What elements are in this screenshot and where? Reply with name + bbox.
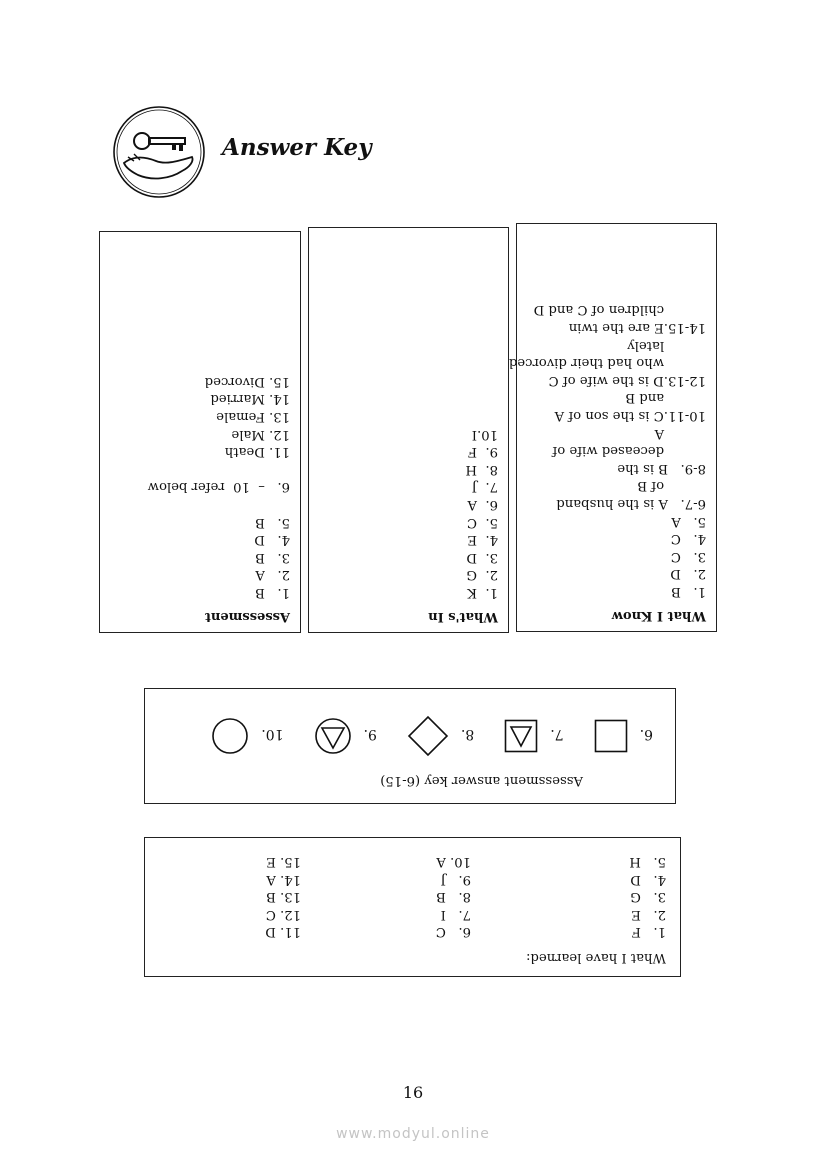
- learned-answer-cell: 12. C: [265, 906, 301, 922]
- learned-answer-cell: 5. H: [629, 854, 666, 870]
- shape-answer-label: 10.: [261, 726, 284, 743]
- answer-line: 5. C: [466, 514, 498, 530]
- learned-answer-cell: 15. E: [266, 854, 301, 870]
- answer-line: 8. H: [465, 461, 498, 477]
- triangle-in-square-icon: [504, 715, 538, 753]
- answer-line: and B: [625, 390, 706, 406]
- answer-line: 14-15.E are the twin: [568, 320, 706, 336]
- learned-answer-cell: 2. E: [631, 906, 666, 922]
- answer-line: 3. B: [255, 549, 290, 565]
- answer-line: 10.I: [471, 426, 498, 442]
- answer-line: 1. B: [671, 584, 706, 599]
- page-number: 16: [402, 1083, 424, 1102]
- shape-answer-label: 6.: [639, 726, 653, 743]
- diamond-icon: [407, 711, 449, 757]
- shape-answer-item: [211, 713, 283, 755]
- answer-line: [110, 495, 290, 513]
- learned-answer-cell: 7. I: [440, 906, 471, 922]
- learned-answer-cell: 14. A: [266, 871, 301, 887]
- answer-line: 4. C: [670, 531, 706, 547]
- answer-line: 2. A: [255, 567, 290, 583]
- answer-line: 9. F: [467, 444, 498, 460]
- answer-line: 5. A: [671, 513, 706, 529]
- assessment-answer-key-box: [144, 688, 676, 804]
- shape-answer-item: [314, 713, 377, 755]
- what-i-have-learned-box: [144, 837, 681, 977]
- whats-in-box: [308, 227, 509, 633]
- answer-line: 11. Death: [224, 444, 290, 460]
- learned-answer-cell: 3. G: [630, 889, 666, 905]
- learned-answer-cell: 4. D: [630, 871, 666, 887]
- answer-line: 12-13.D is the wife of C: [548, 372, 706, 388]
- assessment-answer-key-title: Assessment answer key (6-15): [380, 773, 583, 788]
- answer-line: [110, 460, 290, 478]
- shape-answer-item: [407, 711, 474, 757]
- learned-answer-cell: 8. B: [436, 889, 471, 905]
- answer-line: children of C and D: [533, 302, 706, 318]
- answer-line: 6. A: [467, 497, 498, 513]
- answer-line: 15. Divorced: [204, 373, 290, 389]
- triangle-in-circle-icon: [314, 713, 352, 755]
- what-i-know-box: [508, 223, 717, 632]
- answer-line: of B: [637, 478, 706, 494]
- answer-line: 14. Married: [210, 391, 290, 407]
- what-i-know-heading: What I Know: [611, 608, 706, 623]
- answer-line: 4. D: [254, 532, 290, 548]
- page-title: Answer Key: [222, 134, 372, 161]
- answer-line: 10-11.C is the son of A: [554, 408, 706, 424]
- learned-answer-cell: 6. C: [435, 924, 471, 940]
- answer-line: 5. B: [255, 514, 290, 530]
- key-in-hand-icon: [112, 105, 206, 199]
- square-icon: [594, 715, 628, 753]
- shape-answer-label: 7.: [550, 726, 564, 743]
- learned-answer-cell: 11. D: [265, 924, 301, 940]
- whats-in-heading: What's In: [428, 609, 498, 624]
- answer-line: 12. Male: [231, 426, 290, 442]
- assessment-box: [99, 231, 301, 633]
- shape-answer-label: 8.: [460, 726, 475, 743]
- watermark: www.modyul.online: [336, 1126, 490, 1142]
- answer-line: 6. – 10 refer below: [147, 479, 290, 495]
- answer-line: who had their divorced: [508, 355, 706, 371]
- learned-answer-cell: 10. A: [436, 854, 471, 870]
- answer-line: 2. G: [466, 567, 498, 583]
- learned-answer-cell: 1. F: [631, 924, 666, 940]
- answer-line: 2. D: [670, 566, 706, 582]
- circle-icon: [211, 713, 249, 755]
- what-i-have-learned-heading: What I have learned:: [526, 950, 666, 965]
- learned-answer-cell: 13. B: [266, 889, 301, 905]
- answer-line: deceased wife of: [552, 443, 706, 459]
- shape-answer-item: [504, 715, 563, 753]
- answer-line: 3. D: [466, 549, 498, 565]
- assessment-heading: Assessment: [204, 609, 290, 624]
- answer-line: 7. J: [471, 479, 498, 495]
- shape-answer-label: 9.: [363, 726, 377, 743]
- answer-line: lately: [627, 337, 706, 353]
- answer-line: 13. Female: [216, 409, 290, 425]
- answer-line: 1. K: [467, 585, 498, 600]
- shape-answer-item: [594, 715, 653, 753]
- learned-answer-cell: 9. J: [440, 871, 471, 887]
- answer-line: A: [654, 425, 706, 441]
- answer-line: 8-9. B is the: [617, 460, 706, 476]
- answer-line: 4. E: [467, 532, 498, 548]
- answer-line: 3. C: [670, 548, 706, 564]
- answer-line: 1. B: [255, 585, 290, 600]
- answer-line: 6-7. A is the husband: [556, 496, 706, 512]
